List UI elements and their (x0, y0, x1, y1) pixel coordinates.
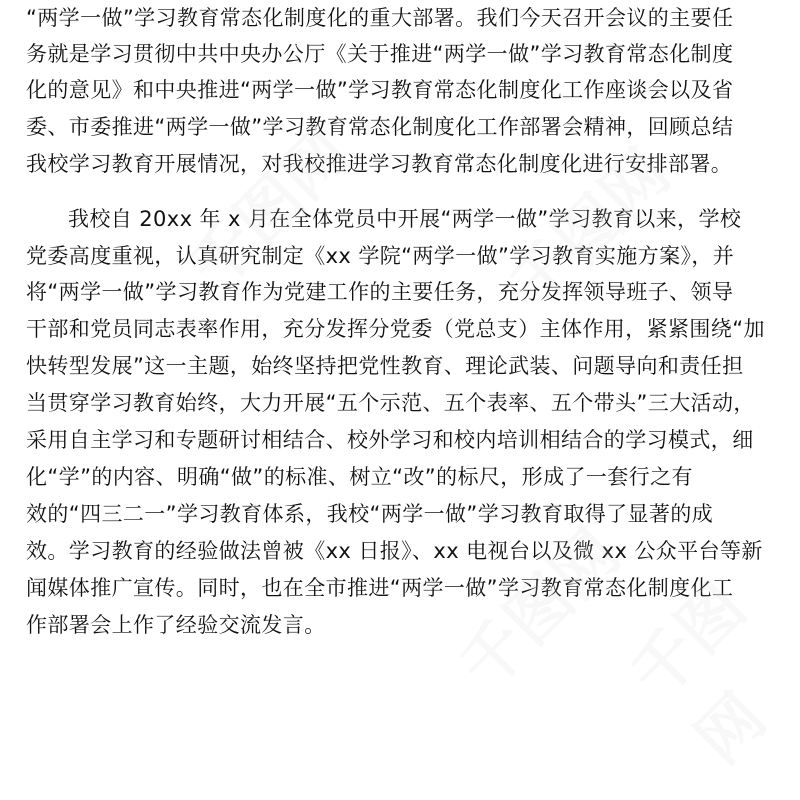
watermark: 千图网 (496, 136, 685, 325)
text-line: 将“两学一做”学习教育作为党建工作的主要任务，充分发挥领导班子、领导 (26, 280, 734, 304)
text-line: 当贯穿学习教育始终，大力开展“五个示范、五个表率、五个带头”三大活动， (26, 391, 755, 415)
text-line: 我校自 20xx 年 x 月在全体党员中开展“两学一做”学习教育以来，学校 (68, 207, 742, 231)
watermark: 千图网 (446, 516, 635, 705)
watermark: 千图网 (176, 116, 365, 305)
text-line: 采用自主学习和专题研讨相结合、校外学习和校内培训相结合的学习模式，细 (26, 428, 754, 452)
text-line: 快转型发展”这一主题，始终坚持把党性教育、理论武装、问题导向和责任担 (26, 354, 744, 378)
text-line: 效的“四三二一”学习教育体系，我校“两学一做”学习教育取得了显著的成 (26, 502, 714, 526)
text-line: 作部署会上作了经验交流发言。 (26, 613, 326, 637)
text-line: “两学一做”学习教育常态化制度化的重大部署。我们今天召开会议的主要任 (26, 6, 734, 30)
text-line: 闻媒体推广宣传。同时，也在全市推进“两学一做”学习教育常态化制度化工 (26, 576, 734, 600)
text-line: 党委高度重视，认真研究制定《xx 学院“两学一做”学习教育实施方案》，并 (26, 244, 735, 268)
watermark: 千图网 (617, 570, 781, 778)
text-line: 务就是学习贯彻中共中央办公厅《关于推进“两学一做”学习教育常态化制度 (26, 42, 734, 66)
text-line: 委、市委推进“两学一做”学习教育常态化制度化工作部署会精神，回顾总结 (26, 115, 734, 139)
text-line: 我校学习教育开展情况，对我校推进学习教育常态化制度化进行安排部署。 (26, 152, 733, 176)
text-line: 干部和党员同志表率作用，充分发挥分党委（党总支）主体作用，紧紧围绕“加 (26, 317, 765, 341)
text-line: 效。学习教育的经验做法曾被《xx 日报》、xx 电视台以及微 xx 公众平台等新 (26, 539, 763, 563)
text-line: 化“学”的内容、明确“做”的标准、树立“改”的标尺，形成了一套行之有 (26, 465, 693, 489)
text-line: 化的意见》和中央推进“两学一做”学习教育常态化制度化工作座谈会以及省 (26, 78, 734, 102)
